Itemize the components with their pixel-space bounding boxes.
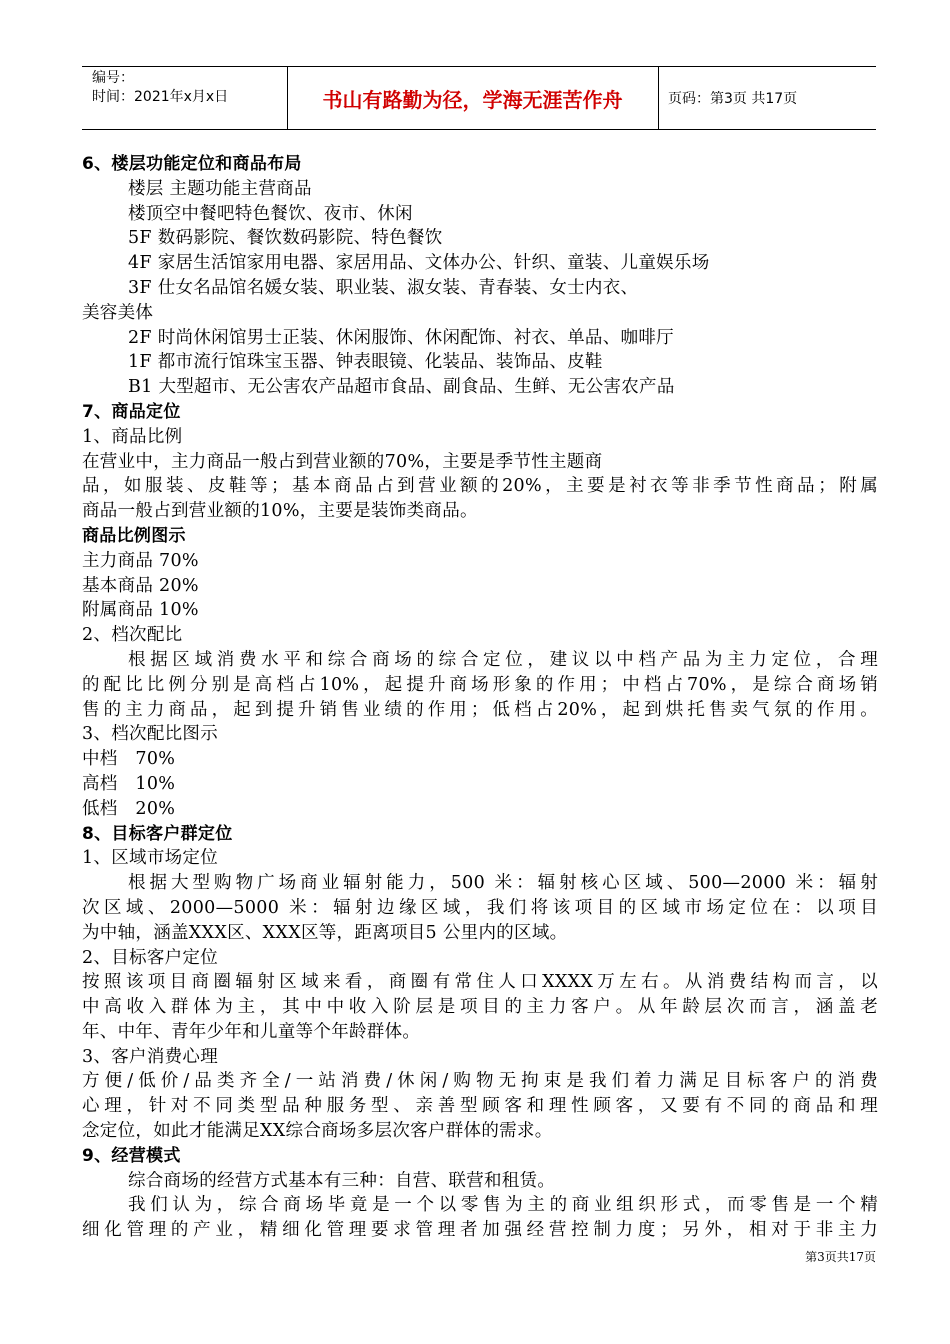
section-heading: 9、经营模式	[82, 1145, 181, 1166]
text-line: 4F 家居生活馆家用电器、家居用品、文体办公、针织、童装、儿童娱乐场	[128, 253, 710, 274]
text-line: 念定位，如此才能满足XX综合商场多层次客户群体的需求。	[82, 1121, 553, 1142]
text-line: 2、档次配比	[82, 625, 183, 646]
text-line: 楼层 主题功能主营商品	[128, 178, 312, 199]
text-line: 3、客户消费心理	[82, 1046, 219, 1067]
section-heading: 商品比例图示	[82, 525, 186, 546]
section-heading: 7、商品定位	[82, 401, 181, 422]
text-line: 2F 时尚休闲馆男士正装、休闲服饰、休闲配饰、衬衣、单品、咖啡厅	[128, 327, 674, 348]
text-line: 根据大型购物广场商业辐射能力，500 米：辐射核心区域、500—2000 米：辐射	[128, 873, 878, 894]
text-line: 1、区域市场定位	[82, 848, 219, 869]
text-line: 商品一般占到营业额的10%，主要是装饰类商品。	[82, 501, 478, 522]
text-line: 低档 20%	[82, 798, 176, 819]
page-header	[82, 66, 876, 130]
text-line: 1F 都市流行馆珠宝玉器、钟表眼镜、化装品、装饰品、皮鞋	[128, 352, 603, 373]
text-line: 中高收入群体为主，其中中收入阶层是项目的主力客户。从年龄层次而言，涵盖老	[82, 997, 878, 1018]
text-line: 按照该项目商圈辐射区域来看，商圈有常住人口XXXX万左右。从消费结构而言，以	[82, 972, 878, 993]
text-line: 在营业中，主力商品一般占到营业额的70%，主要是季节性主题商	[82, 451, 603, 472]
text-line: 方便/低价/品类齐全/一站消费/休闲/购物无拘束是我们着力满足目标客户的消费	[82, 1071, 878, 1092]
text-line: 的配比比例分别是高档占10%，起提升商场形象的作用；中档占70%，是综合商场销	[82, 674, 878, 695]
text-line: 售的主力商品，起到提升销售业绩的作用；低档占20%，起到烘托售卖气氛的作用。	[82, 699, 878, 720]
text-line: 3F 仕女名品馆名媛女装、职业装、淑女装、青春装、女士内衣、	[128, 277, 639, 298]
text-line: 楼顶空中餐吧特色餐饮、夜市、休闲	[128, 203, 413, 224]
header-motto: 书山有路勤为径，学海无涯苦作舟	[322, 87, 623, 112]
text-line: 品，如服装、皮鞋等；基本商品占到营业额的20%，主要是衬衣等非季节性商品；附属	[82, 476, 878, 497]
text-line: 附属商品 10%	[82, 600, 199, 621]
text-line: 高档 10%	[82, 773, 176, 794]
text-line: 我们认为，综合商场毕竟是一个以零售为主的商业组织形式，而零售是一个精	[128, 1195, 878, 1216]
text-line: 美容美体	[82, 302, 154, 323]
header-page-number: 页码：第3页 共17页	[668, 91, 798, 107]
document-body	[82, 152, 878, 1243]
text-line: 综合商场的经营方式基本有三种：自营、联营和租赁。	[128, 1170, 556, 1191]
text-line: 心理，针对不同类型品种服务型、亲善型顾客和理性顾客，又要有不同的商品和理	[82, 1096, 878, 1117]
section-heading: 8、目标客户群定位	[82, 823, 233, 844]
text-line: 主力商品 70%	[82, 550, 199, 571]
text-line: 5F 数码影院、餐饮数码影院、特色餐饮	[128, 228, 443, 249]
text-line: 1、商品比例	[82, 426, 183, 447]
text-line: 2、目标客户定位	[82, 947, 219, 968]
text-line: 年、中年、青年少年和儿童等个年龄群体。	[82, 1021, 421, 1042]
text-line: 次区域、2000—5000 米：辐射边缘区域，我们将该项目的区域市场定位在：以项目	[82, 897, 878, 918]
header-meta	[92, 69, 228, 107]
header-time: 时间：2021年x月x日	[92, 89, 229, 105]
text-line: 基本商品 20%	[82, 575, 199, 596]
section-heading: 6、楼层功能定位和商品布局	[82, 154, 302, 174]
text-line: B1 大型超市、无公害农产品超市食品、副食品、生鲜、无公害农产品	[128, 377, 675, 398]
text-line: 3、档次配比图示	[82, 724, 219, 745]
text-line: 根据区域消费水平和综合商场的综合定位，建议以中档产品为主力定位，合理	[128, 649, 878, 670]
header-divider	[658, 67, 659, 129]
text-line: 为中轴，涵盖XXX区、XXX区等，距离项目5 公里内的区域。	[82, 922, 568, 943]
page-footer: 第3页共17页	[805, 1250, 876, 1264]
header-number: 编号：	[92, 70, 134, 86]
text-line: 中档 70%	[82, 749, 176, 770]
text-line: 细化管理的产业，精细化管理要求管理者加强经营控制力度；另外，相对于非主力	[82, 1220, 878, 1241]
